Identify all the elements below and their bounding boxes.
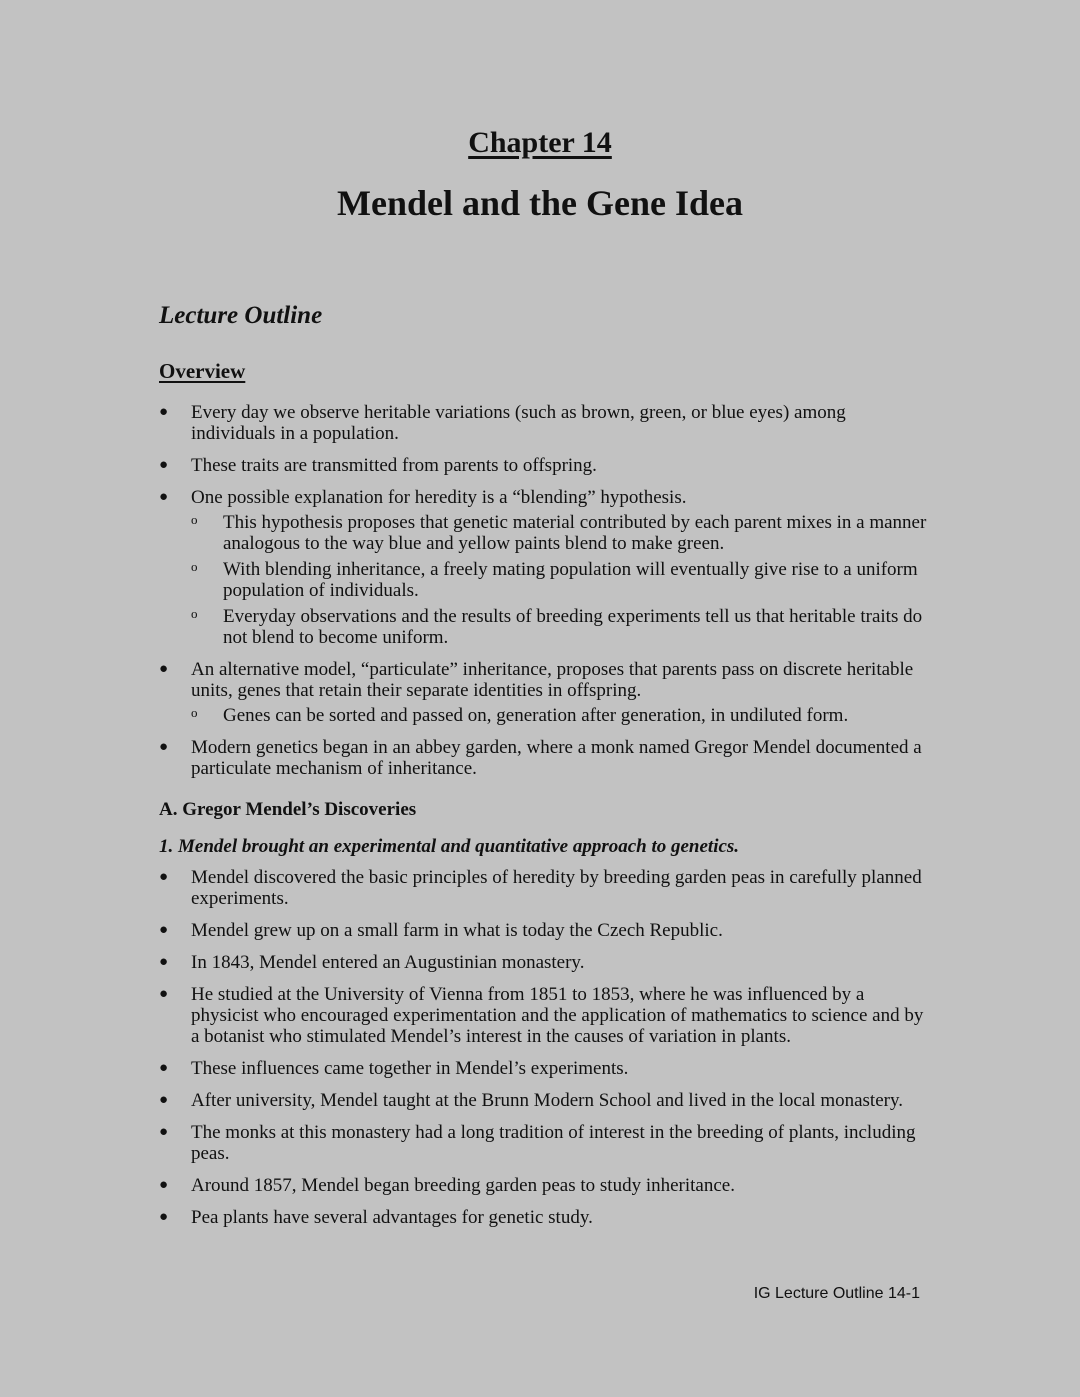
- bullet-item: [159, 737, 929, 779]
- bullet-text: These traits are transmitted from parents to offspring.: [191, 455, 597, 476]
- bullet-item: [159, 984, 929, 1047]
- bullet-text: These influences came together in Mendel’s experiments.: [191, 1058, 629, 1079]
- bullet-text: Every day we observe heritable variations (such as brown, green, or blue eyes) among individuals in a population.: [191, 402, 846, 444]
- bullet-item: [159, 487, 929, 508]
- bullet-item: [159, 659, 929, 701]
- sub-bullet-text: With blending inheritance, a freely mating population will eventually give rise to a uniform population of individuals.: [223, 559, 918, 601]
- bullet-item: [159, 867, 929, 909]
- sub-bullet-text: Genes can be sorted and passed on, generation after generation, in undiluted form.: [223, 705, 849, 726]
- bullet-text: One possible explanation for heredity is a “blending” hypothesis.: [191, 487, 687, 508]
- section-a-subheading: 1. Mendel brought an experimental and quantitative approach to genetics.: [159, 836, 740, 857]
- outline-content: [159, 402, 929, 1239]
- overview-heading: Overview: [159, 359, 246, 383]
- chapter-heading: Chapter 14: [468, 126, 612, 159]
- bullet-text: The monks at this monastery had a long tradition of interest in the breeding of plants, including peas.: [191, 1122, 916, 1164]
- bullet-item: [159, 455, 929, 476]
- sub-bullet-item: [159, 606, 929, 648]
- bullet-item: [159, 952, 929, 973]
- bullet-icon: ●: [159, 1209, 169, 1225]
- bullet-icon: ●: [159, 954, 169, 970]
- bullet-icon: ●: [159, 1124, 169, 1140]
- bullet-icon: ●: [159, 739, 169, 755]
- bullet-item: [159, 1058, 929, 1079]
- bullet-icon: ●: [159, 1060, 169, 1076]
- page-title: Mendel and the Gene Idea: [336, 183, 743, 223]
- bullet-text: Mendel grew up on a small farm in what is today the Czech Republic.: [191, 920, 723, 941]
- sub-bullet-text: This hypothesis proposes that genetic material contributed by each parent mixes in a manner analogous to the way blue and yellow paints blend to make green.: [223, 512, 927, 554]
- sub-bullet-item: [159, 559, 929, 601]
- sub-bullet-item: [159, 705, 929, 726]
- bullet-item: [159, 1122, 929, 1164]
- sub-bullet-text: Everyday observations and the results of breeding experiments tell us that heritable traits do not blend to become uniform.: [223, 606, 923, 648]
- bullet-icon: ●: [159, 986, 169, 1002]
- bullet-text: After university, Mendel taught at the Brunn Modern School and lived in the local monastery.: [191, 1090, 903, 1111]
- bullet-icon: ●: [159, 922, 169, 938]
- bullet-item: [159, 1207, 929, 1228]
- bullet-text: Around 1857, Mendel began breeding garden peas to study inheritance.: [191, 1175, 735, 1196]
- bullet-item: [159, 1090, 929, 1111]
- bullet-icon: ●: [159, 404, 169, 420]
- bullet-text: Mendel discovered the basic principles of heredity by breeding garden peas in carefully planned experiments.: [191, 867, 922, 909]
- bullet-item: [159, 920, 929, 941]
- bullet-text: Pea plants have several advantages for genetic study.: [191, 1207, 593, 1228]
- bullet-text: An alternative model, “particulate” inheritance, proposes that parents pass on discrete heritable units, genes that retain their separate identities in offspring.: [191, 659, 914, 701]
- bullet-icon: ●: [159, 489, 169, 505]
- bullet-item: [159, 402, 929, 444]
- lecture-outline-heading: Lecture Outline: [159, 302, 323, 329]
- bullet-icon: ●: [159, 1177, 169, 1193]
- bullet-text: He studied at the University of Vienna from 1851 to 1853, where he was influenced by a physicist who encouraged experimentation and the application of mathematics to science and by a botanist who stimulated Mendel’s interest in the causes of variation in plants.: [191, 984, 924, 1047]
- bullet-text: In 1843, Mendel entered an Augustinian monastery.: [191, 952, 585, 973]
- bullet-icon: ●: [159, 457, 169, 473]
- bullet-text: Modern genetics began in an abbey garden, where a monk named Gregor Mendel documented a particulate mechanism of inheritance.: [191, 737, 922, 779]
- sub-bullet-icon: o: [191, 606, 198, 621]
- sub-bullet-item: [159, 512, 929, 554]
- section-a-heading: A. Gregor Mendel’s Discoveries: [159, 799, 417, 820]
- page-footer: IG Lecture Outline 14-1: [753, 1285, 920, 1302]
- sub-bullet-icon: o: [191, 705, 198, 720]
- sub-bullet-icon: o: [191, 512, 198, 527]
- bullet-icon: ●: [159, 869, 169, 885]
- bullet-icon: ●: [159, 1092, 169, 1108]
- bullet-icon: ●: [159, 661, 169, 677]
- sub-bullet-icon: o: [191, 559, 198, 574]
- bullet-item: [159, 1175, 929, 1196]
